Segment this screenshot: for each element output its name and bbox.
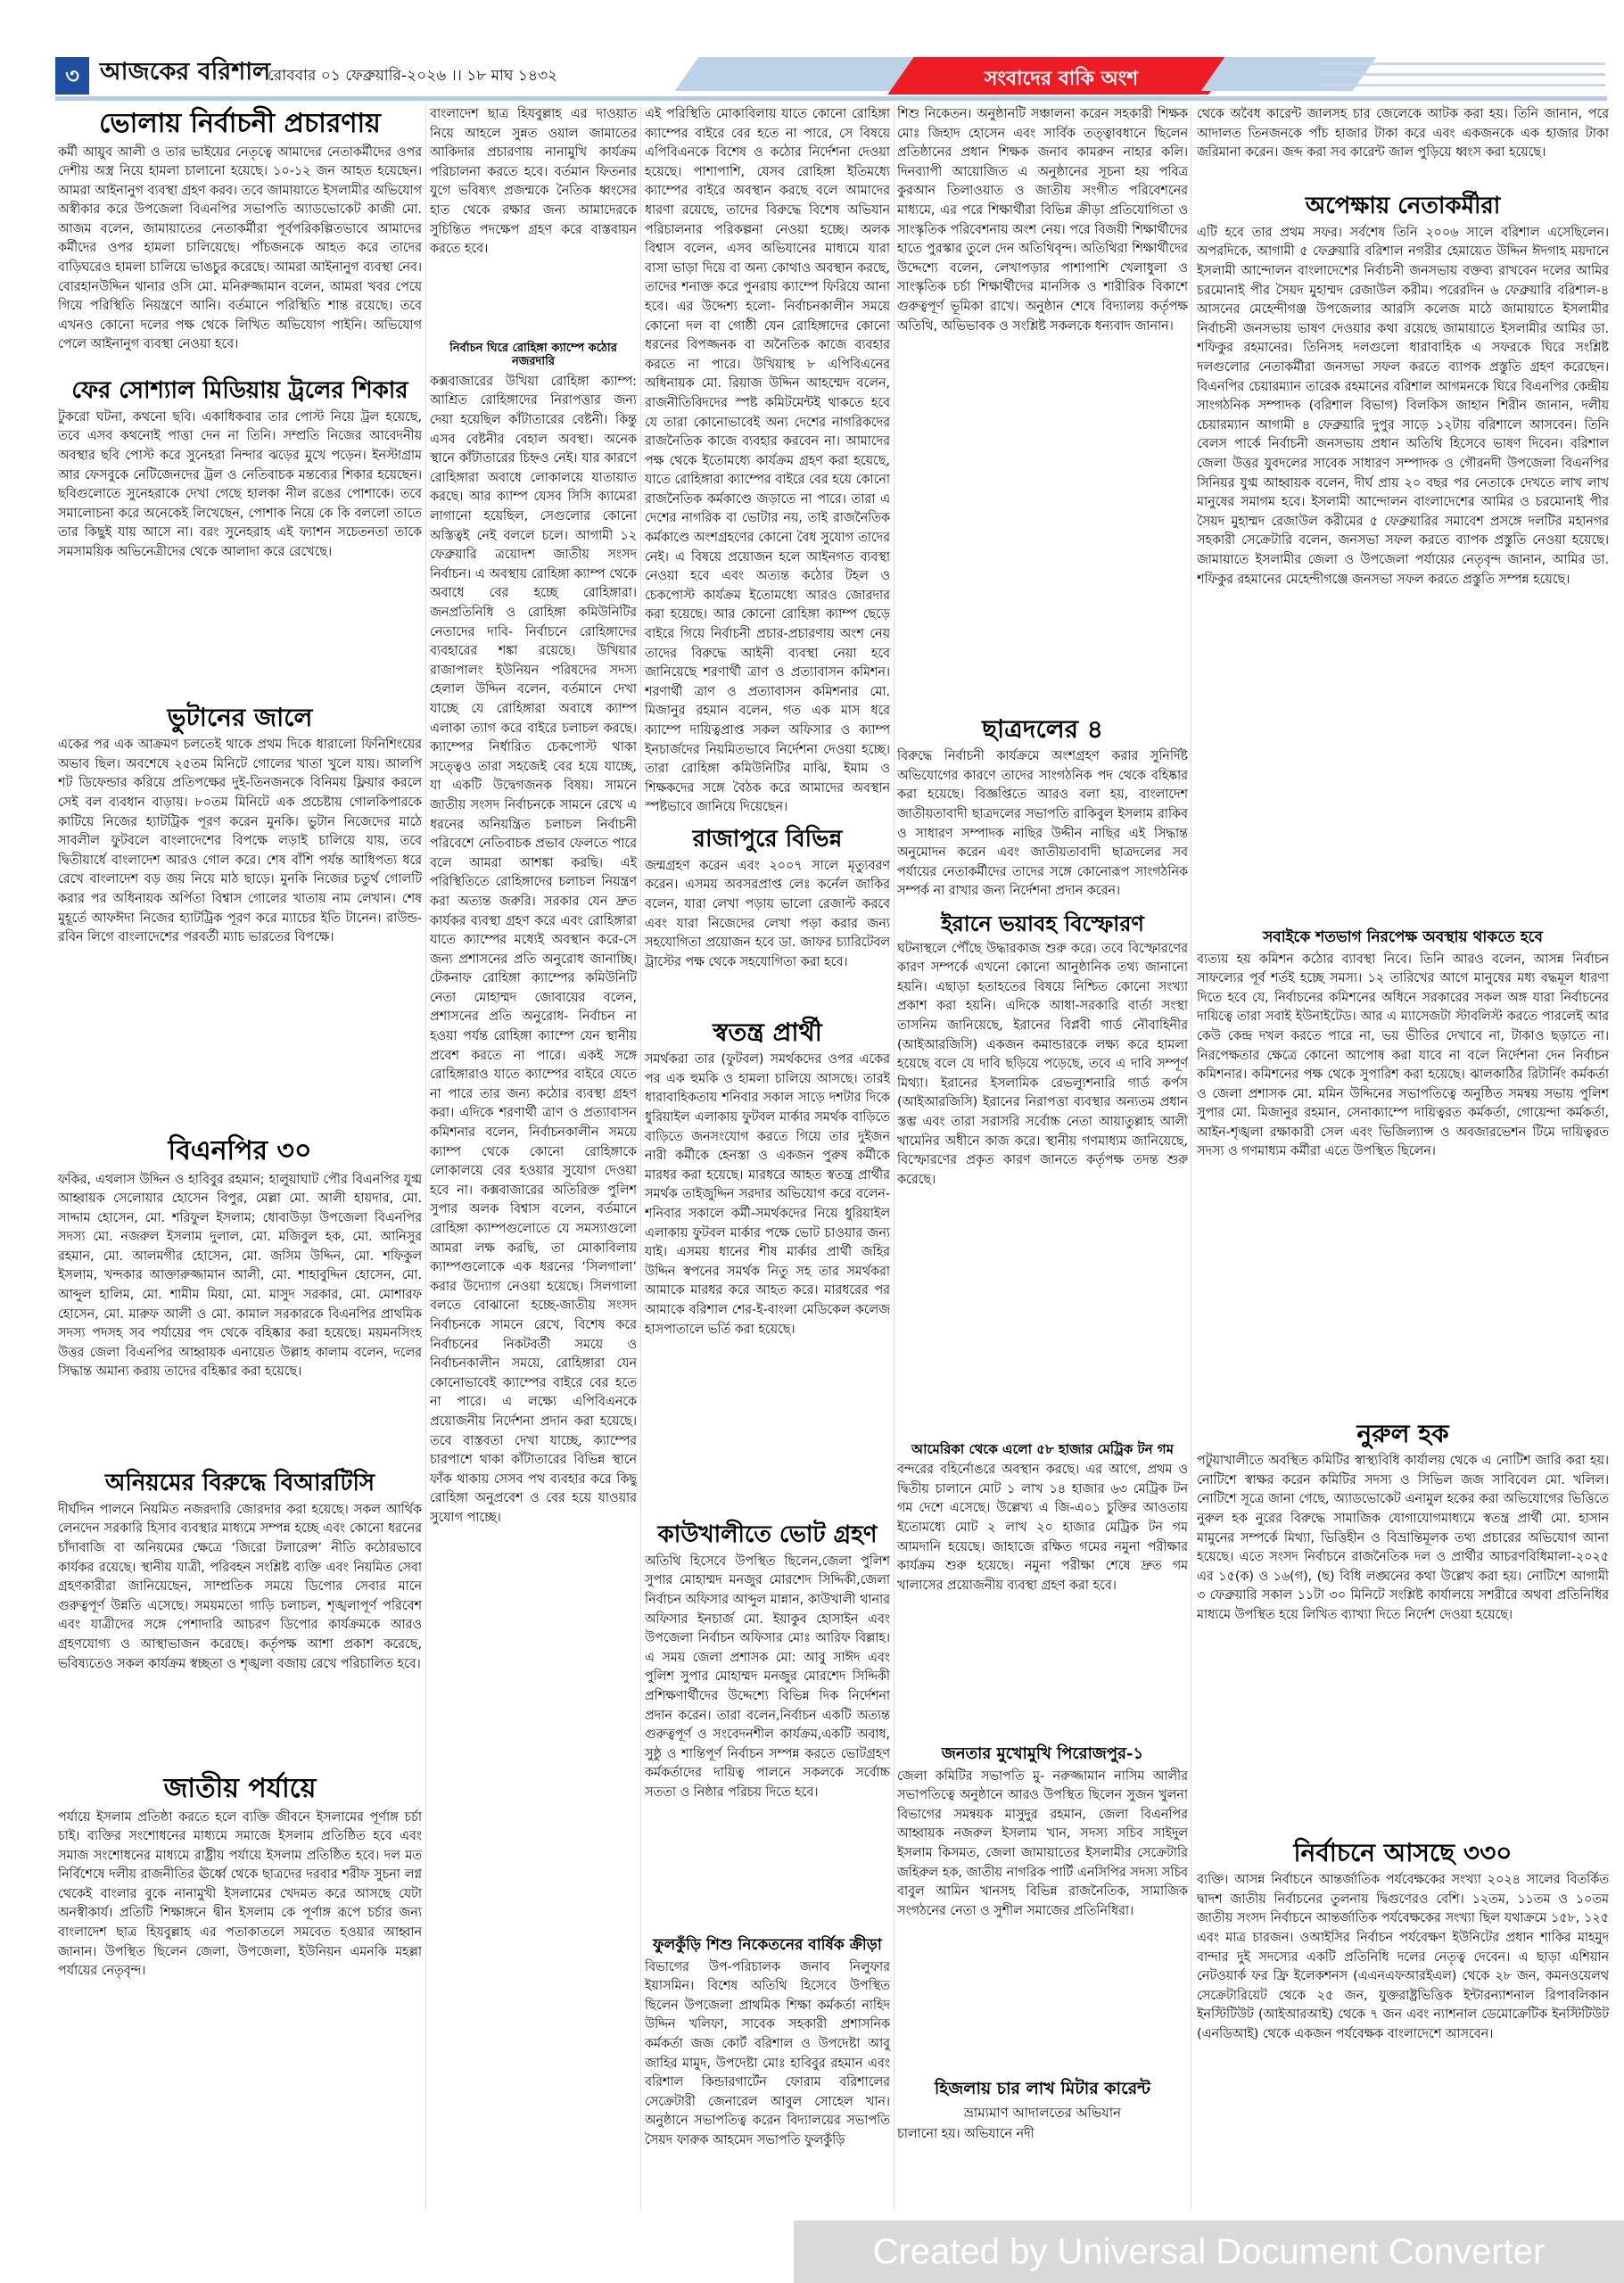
- article-col5top: [1197, 105, 1609, 190]
- article-independent: [645, 1015, 890, 1519]
- article-body: কর্মী আয়ুব আলী ও তার ভাইয়ের নেতৃত্বে আমাদের নেতাকর্মীদের ওপর দেশীয় অস্ত্র নিয়ে হামলা চালানো হয়েছে। ১০-১২ জন আহত হয়েছেন। আমরা আইনানুগ ব্যবস্থা গ্রহণ করব। তবে জামায়াতে ইসলামীর অভিযোগ অস্বীকার করে উপজেলা বিএনপির সভাপতি অ্যাডভোকেট কাজী মো. আজম বলেন, জামায়াতের নেতাকর্মীরা পূর্বপরিকল্পিতভাবে আমাদের কর্মীদের ওপর হামলা চালিয়েছে। পাঁচজনকে আহত করে তাদের বাড়িঘরেও হামলা চালিয়ে ভাঙচুর করেছে। আমরা আইনানুগ ব্যবস্থা নেব। বোরহানউদ্দিন থানার ওসি মো. মনিরুজ্জামান বলেন, আমরা খবর পেয়ে গিয়ে পরিস্থিতি নিয়ন্ত্রণে আনি। বর্তমানে পরিস্থিতি শান্ত রয়েছে। তবে এখনও কোনো দলের পক্ষ থেকে লিখিত অভিযোগ পাইনি। অভিযোগ পেলে আইনানুগ ব্যবস্থা নেওয়া হবে।: [58, 144, 422, 352]
- article-col3top: [645, 105, 890, 823]
- article-body: পর্যায়ে ইসলাম প্রতিষ্ঠা করতে হলে ব্যক্তি জীবনে ইসলামের পূর্ণাঙ্গ চর্চা চাই। ব্যক্তির সংশোধনের মাধ্যমে সমাজে ইসলাম প্রতিষ্ঠিত হবে এবং সমাজ সংশোধনের মাধ্যমে রাষ্ট্রীয় পর্যায়ে ইসলাম প্রতিষ্ঠিত হবে। দল মত নির্বিশেষে দলীয় রাজনীতির ঊর্ধ্বে থেকে ছাত্রদের দরবার শরীফ সুচনা লগ্ন থেকেই বাংলার বুকে নানামুখী ইসলামের খেদমত করে আসছে যেটা অনস্বীকার্য। প্রতিটি শিক্ষাঙ্গনে দ্বীন ইসলাম কে পূর্ণাঙ্গ রূপে চর্চার জন্য বাংলাদেশ ছাত্র হিযবুল্লাহ এর পতাকাতলে সমবেত হওয়ার আহ্বান জানান। উপস্থিত ছিলেন জেলা, উপজেলা, ইউনিয়ন এমনকি মহল্লা পর্যায়ের নেতৃবৃন্দ।: [58, 1809, 422, 1979]
- headline: ভুটানের জালে: [167, 703, 313, 732]
- headline: জাতীয় পর্যায়ে: [163, 1773, 317, 1804]
- article-rajapur: [645, 823, 890, 1015]
- article-body: একের পর এক আক্রমণ চলতেই থাকে প্রথম দিকে ধারালো ফিনিশিংয়ের অভাব ছিল। অবশেষে ২৫তম মিনিটে গোলের খাতা খুলে যায়। আলপি শট ডিফেন্ডার করিয়ে প্রতিপক্ষের দুই-তিনজনকে বিনিময় ফ্লিয়ার করলে সেই বল ব্যবধান বাড়ায়। ৮০তম মিনিটে এক প্রচেষ্টায় গোলকিপারকে কাটিয়ে নিজের হ্যাটট্রিক পূরণ করেন মুনকি। ভুটান নিজেদের মাঠে সাবলীল ফুটবলে বাংলাদেশের বিপক্ষে লড়াই চালিয়ে যায়, তবে দ্বিতীয়ার্ধে বাংলাদেশ আরও গোল করে। শেষ বাঁশি পর্যন্ত আধিপত্য ধরে রেখে বাংলাদেশ বড় জয় নিয়ে মাঠ ছাড়ে। মুনকি নিজের চতুর্থ গোলটি করার পর অধিনায়ক অর্পিতা বিশ্বাস গোলের খাতায় নাম লেখান। শেষ মুহূর্তে আফঈদা নিজের হ্যাটট্রিক পূরণ করে ম্যাচের ইতি টানেন। রাউন্ড-রবিন লিগে বাংলাদেশের পরবর্তী ম্যাচ ভারতের বিপক্ষে।: [58, 738, 422, 945]
- article-body: বিভাগের উপ-পরিচালক জনাব নিলুফার ইয়াসমিন। বিশেষ অতিথি হিসেবে উপস্থিত ছিলেন উপজেলা প্রাথমিক শিক্ষা কর্মকর্তা নাহিদ উদ্দিন খলিফা, সাবেক সহকারী প্রশাসনিক কর্মকর্তা জজ কোর্ট বরিশাল ও উপদেষ্টা আবু জাহির মামুদ, উপদেষ্টা মোঃ হাবিবুর রহমান এবং বরিশাল কিন্ডারগার্টেন ফোরাম বরিশালের সেক্রেটারী জেনারেল আবুল সোহেল খান। অনুষ্ঠানে সভাপতিত্ব করেন বিদ্যালয়ের সভাপতি সৈয়দ ফারুক আহমেদ সভাপতি ফুলকুঁড়ি: [645, 1959, 890, 2147]
- article-iran: [897, 908, 1188, 1438]
- article-waiting: [1197, 190, 1609, 926]
- article-body: ব্যত্যয় হয় কমিশন কঠোর ব্যাবস্থা নিবে। তিনি আরও বলেন, আসন্ন নির্বাচন সাফল্যের পূর্ব শর্তই হচ্ছে সমস্য। ১২ তারিখের আগে মানুষের মধ্য বদ্ধমূল ধারণা দিতে হবে যে, নির্বাচনের কমিশনের অধিনে সরকারের সকল অঙ্গ যারা নির্বাচনের দায়িত্বে তারা সবাই ইউনাইটেড। আর এ ম্যাসেজটা স্টাবলিস্ট করতে পারলেই আর কেউ কেন্দ্র দখল করতে পারে না, ভয় ভীতির দেখাবে না, টাকাও ছড়াতে না। নিরপেক্ষতার ক্ষেত্রে কোনো আপোষ করা যাবে না বলে নির্দেশনা দেন নির্বাচন কমিশনার। কমিশনের পক্ষ থেকে সুপারিশ করা হয়েছে। ঝালকাঠির রিটার্নিং কর্মকর্তা ও জেলা প্রশাসক মো. মমিন উদ্দিনের সভাপতিত্বে অনুষ্ঠিত সমন্বয় সভায় পুলিশ সুপার মো. মিজানুর রহমান, সেনাক্যাম্পে দায়িত্বরত কর্মকর্তা, গোয়েন্দা কর্মকর্তা, আইন-শৃঙ্খলা রক্ষাকারী সেল এবং ভিজিল্যান্স ও অবজারভেশন টিমে দায়িত্বরত সদস্য ও গণমাধ্যম কর্মীরা এতে উপস্থিত ছিলেন।: [1197, 952, 1609, 1159]
- article-body: ফকির, এথলাস উদ্দিন ও হাবিবুর রহমান; হালুয়াঘাট পৌর বিএনপির যুগ্ম আহ্বায়ক সেলোয়ার হোসেন বিপুর, মেল্লা মো. আলী হায়দার, মো. সাদ্দাম হোসেন, মো. শরিফুল ইসলাম; ধোবাউড়া উপজেলা বিএনপির সদস্য মো. নজরুল ইসলাম দুলাল, মো. মজিবুল হক, মো. আনিসুর রহমান, মো. আলমগীর হোসেন, মো. জসিম উদ্দিন, মো. শফিকুল ইসলাম, খন্দকার আক্তারুজ্জামান আলী, মো. শাহাবুদ্দিন হোসেন, মো. আব্দুল হালিম, মো. শামীম মিয়া, মো. মাসুদ সরকার, মো. মোশারফ হোসেন, মো. মারুফ আলী ও মো. কামাল সরকারকে বিএনপির প্রাথমিক সদস্য পদসহ সব পর্যায়ের পদ থেকে বহিষ্কার করা হয়েছে। ময়মনসিংহ উত্তর জেলা বিএনপির আহ্বায়ক এনায়েত উল্লাহ কালাম বলেন, দলের সিদ্ধান্ত অমান্য করায় তাদের বহিষ্কার করা হয়েছে।: [58, 1172, 422, 1380]
- subheadline: ভ্রাম্যমাণ আদালতের অভিযান: [963, 2104, 1122, 2121]
- article-body: এই পরিস্থিতি মোকাবিলায় যাতে কোনো রোহিঙ্গা ক্যাম্পের বাইরে বের হতে না পারে, সে বিষয়ে এপিবিএনকে বিশেষ ও কঠোর নির্দেশনা দেওয়া হয়েছে। পাশাপাশি, যেসব রোহিঙ্গা ইতিমধ্যে ক্যাম্পের বাইরে অবস্থান করছে বলে আমাদের ধারণা রয়েছে, তাদের বিরুদ্ধে বিশেষ অভিযান পরিচালনার পরিকল্পনা নেওয়া হচ্ছে। অলক বিশ্বাস বলেন, এসব অভিযানের মাধ্যমে যারা বাসা ভাড়া দিয়ে বা অন্য কোথাও অবস্থান করছে, তাদের শনাক্ত করে পুনরায় ক্যাম্পে ফিরিয়ে আনা হবে। এর উদ্দেশ্য হলো- নির্বাচনকালীন সময়ে কোনো দল বা গোষ্ঠী যেন রোহিঙ্গাদের কোনো ধরনের বিপজ্জনক বা অনৈতিক কাজে ব্যবহার করতে না পারে। উখিয়াস্থ ৮ এপিবিএনের অধিনায়ক মো. রিয়াজ উদ্দিন আহম্মেদ বলেন, রাজনীতিবিদদের স্পষ্ট কমিটমেন্টই থাকতে হবে যে তারা কোনোভাবেই অন্য দেশের নাগরিকদের রাজনৈতিক কাজে ব্যবহার করবেন না। আমাদের পক্ষ থেকে ইতোমধ্যে কার্যক্রম গ্রহণ করা হয়েছে, যাতে রোহিঙ্গারা ক্যাম্পের বাইরে বের হয়ে কোনো রাজনৈতিক কর্মকাণ্ডে জড়াতে না পারে। তারা এ দেশের নাগরিক বা ভোটার নয়, তাই রাজনৈতিক কর্মকাণ্ডে অংশগ্রহণের কোনো বৈধ সুযোগ তাদের নেই। এ বিষয়ে প্রয়োজন হলে আইনগত ব্যবস্থা নেওয়া হবে এবং অত্যন্ত কঠোর টহল ও চেকপোস্ট কার্যক্রম ইতোমধ্যে আরও জোরদার করা হয়েছে। আর কোনো রোহিঙ্গা ক্যাম্প ছেড়ে বাইরে গিয়ে নির্বাচনী প্রচার-প্রচারণায় অংশ নেয় তাদের বিরুদ্ধে আইনী ব্যবস্থা নেয়া হবে জানিয়েছে শরণার্থী ত্রাণ ও প্রত্যাবাসন কমিশন। শরণার্থী ত্রাণ ও প্রত্যাবাসন কমিশনার মো. মিজানুর রহমান বলেন, গত এক মাস ধরে ক্যাম্পে দায়িত্বপ্রাপ্ত সকল অফিসার ও ক্যাম্প ইনচার্জদের নিয়মিতভাবে নির্দেশনা দেওয়া হচ্ছে। তারা রোহিঙ্গা কমিউনিটির মাঝি, ইমাম ও শিক্ষকদের সঙ্গে বৈঠক করে আমাদের অবস্থান স্পষ্টভাবে জানিয়ে দিয়েছেন।: [645, 107, 890, 815]
- article-body: কক্সবাজারের উখিয়া রোহিঙ্গা ক্যাম্প: আশ্রিত রোহিঙ্গাদের নিরাপত্তার জন্য দেয়া হয়েছিল কাঁটাতারের বেষ্টনী। কিন্তু এসব বেষ্টনীর বেহাল অবস্থা। অনেক স্থানে কাঁটাতারের চিহ্নও নেই। যার কারণে রোহিঙ্গারা অবাধে লোকালয়ে যাতায়াত করছে। আর ক্যাম্প যেসব সিসি ক্যামেরা লাগানো হয়েছিল, সেগুলোর কোনো অস্তিত্বই নেই বললে চলে। আগামী ১২ ফেব্রুয়ারি ত্রয়োদশ জাতীয় সংসদ নির্বাচন। এ অবস্থায় রোহিঙ্গা ক্যাম্প থেকে অবাধে বের হচ্ছে রোহিঙ্গারা। জনপ্রতিনিধি ও রোহিঙ্গা কমিউনিটির নেতাদের দাবি- নির্বাচনে রোহিঙ্গাদের ব্যবহারের শঙ্কা রয়েছে। উখিয়ার রাজাপালং ইউনিয়ন পরিষদের সদস্য হেলাল উদ্দিন বলেন, বর্তমানে দেখা যাচ্ছে যে রোহিঙ্গারা অবাধে ক্যাম্প এলাকা ত্যাগ করে বাইরে চলাচল করছে। ক্যাম্পের নির্ধারিত চেকপোস্ট থাকা সত্ত্বেও তারা সহজেই বের হয়ে যাচ্ছে, যা একটি উদ্বেগজনক বিষয়। সামনে জাতীয় সংসদ নির্বাচনকে সামনে রেখে এ ধরনের অনিয়ন্ত্রিত চলাচল নির্বাচনী পরিবেশে নেতিবাচক প্রভাব ফেলতে পারে বলে আমরা আশঙ্কা করছি। এই পরিস্থিতিতে রোহিঙ্গাদের চলাচল নিয়ন্ত্রণ করা অত্যন্ত জরুরি। সরকার যেন দ্রুত কার্যকর ব্যবস্থা গ্রহণ করে এবং রোহিঙ্গারা যাতে ক্যাম্পের মধ্যেই অবস্থান করে-সে জন্য প্রশাসনের প্রতি অনুরোধ জানাচ্ছি। টেকনাফ রোহিঙ্গা ক্যাম্পের কমিউনিটি নেতা মোহাম্মদ জোবায়ের বলেন, প্রশাসনের প্রতি অনুরোধ- নির্বাচন না হওয়া পর্যন্ত রোহিঙ্গা ক্যাম্পে যেন স্থানীয় প্রবেশ করতে না পারে। একই সঙ্গে রোহিঙ্গারাও যাতে ক্যাম্পের বাইরে যেতে না পারে তার জন্য কঠোর ব্যবস্থা গ্রহণ করা। এদিকে শরণার্থী ত্রাণ ও প্রত্যাবাসন কমিশনার বলেন, নির্বাচনকালীন সময়ে ক্যাম্প থেকে কোনো রোহিঙ্গাকে লোকালয়ে বের হওয়ার সুযোগ দেওয়া হবে না। কক্সবাজারের অতিরিক্ত পুলিশ সুপার অলক বিশ্বাস বলেন, বর্তমানে রোহিঙ্গা ক্যাম্পগুলোতে যে সমস্যাগুলো আমরা লক্ষ করছি, তা মোকাবিলায় ক্যাম্পগুলোকে এক ধরনের ‘সিলগালা’ করার উদ্যোগ নেওয়া হয়েছে। সিলগালা বলতে বোঝানো হচ্ছে-জাতীয় সংসদ নির্বাচনকে সামনে রেখে, বিশেষ করে নির্বাচনের নিকটবর্তী সময়ে ও নির্বাচনকালীন সময়ে, রোহিঙ্গারা যেন কোনোভাবেই ক্যাম্পের বাইরে বের হতে না পারে। এ লক্ষ্যে এপিবিএনকে প্রয়োজনীয় নির্দেশনা প্রদান করা হয়েছে। তবে বাস্তবতা দেখা যাচ্ছে, ক্যাম্পের চারপাশে থাকা কাঁটাতারের বিভিন্ন স্থানে ফাঁক থাকায় সেসব পথ ব্যবহার করে কিছু রোহিঙ্গা অনুপ্রবেশ ও বের হয়ে যাওয়ার সুযোগ পাচ্ছে।: [430, 374, 637, 1525]
- headline: হিজলায় চার লাখ মিটার কারেন্ট: [934, 2079, 1151, 2098]
- headline: ছাত্রদলের ৪: [982, 714, 1103, 744]
- article-body: থেকে অবৈধ কারেন্ট জালসহ চার জেলেকে আটক করা হয়। তিনি জানান, পরে আদালত তিনজনকে পাঁচ হাজার টাকা করে এবং একজনকে এক হাজার টাকা জরিমানা করেন। জব্দ করা সব কারেন্ট জাল পুড়িয়ে ধ্বংস করা হয়েছে।: [1197, 107, 1609, 161]
- decorative-stripe: [675, 57, 931, 91]
- article-bhola: [58, 105, 422, 373]
- article-pirojpur: [897, 1742, 1188, 2076]
- article-nurul: [1197, 1416, 1609, 1835]
- article-body: বিরুদ্ধে নির্বাচনী কার্যক্রমে অংশগ্রহণ করার সুনির্দিষ্ট অভিযোগের কারণে তাদের সাংগঠনিক পদ থেকে বহিষ্কার করা হয়েছে। বিজ্ঞপ্তিতে আরও বলা হয়, বাংলাদেশ জাতীয়তাবাদী ছাত্রদলের সভাপতি রাকিবুল ইসলাম রাকিব ও সাধারণ সম্পাদক নাছির উদ্দীন নাছির এই সিদ্ধান্ত অনুমোদন করেন এবং জাতীয়তাবাদী ছাত্রদলের সব পর্যায়ের নেতাকর্মীদের তাদের সঙ্গে কোনোরূপ সাংগঠনিক সম্পর্ক না রাখার জন্য নির্দেশনা প্রদান করেন।: [897, 749, 1188, 899]
- headline: রাজাপুরে বিভিন্ন: [692, 826, 843, 853]
- article-body: শিশু নিকেতন। অনুষ্ঠানটি সঞ্চালনা করেন সহকারী শিক্ষক মোঃ জিহাদ হোসেন এবং সার্বিক তত্ত্বাবধানে ছিলেন প্রতিষ্ঠানের প্রধান শিক্ষক জনাব কামরুন নাহার কলি। দিনব্যাপী আয়োজিত এ অনুষ্ঠানের সূচনা হয় পবিত্র কুরআন তিলাওয়াত ও জাতীয় সংগীত পরিবেশনের মাধ্যমে, এর পরে শিক্ষার্থীরা বিভিন্ন ক্রীড়া প্রতিযোগিতা ও সাংস্কৃতিক পরিবেশনায় অংশ নেয়। পরে বিজয়ী শিক্ষার্থীদের হাতে পুরস্কার তুলে দেন অতিথিবৃন্দ। অতিথিরা শিক্ষার্থীদের উদ্দেশ্যে বলেন, লেখাপড়ার পাশাপাশি খেলাধুলা ও সাংস্কৃতিক চর্চা শিক্ষার্থীদের মানসিক ও শারীরিক বিকাশে গুরুত্বপূর্ণ ভূমিকা রাখে। অনুষ্ঠান শেষে বিদ্যালয় কর্তৃপক্ষ অতিথি, অভিভাবক ও সংশ্লিষ্ট সকলকে ধন্যবাদ জানান।: [897, 107, 1188, 334]
- headline: জনতার মুখোমুখি পিরোজপুর-১: [941, 1744, 1144, 1763]
- article-body: জেলা কমিটির সভাপতি মু- নরুজ্জামান নাসিম আলীর সভাপতিত্বে অনুষ্ঠানে আরও উপস্থিত ছিলেন সুজন খুলনা বিভাগের সমন্বয়ক মাসুদুর রহমান, জেলা বিএনপির আহ্বায়ক নজরুল ইসলাম খান, সদস্য সচিব সাইদুল ইসলাম কিসমত, জেলা জামায়াতের ইসলামীর সেক্রেটারি জহিরুল হক, জাতীয় নাগরিক পার্টি এনসিপির সদস্য সচিব বাবুল আমিন খানসহ বিভিন্ন রাজনৈতিক, সামাজিক সংগঠনের নেতা ও সুশীল সমাজের প্রতিনিধিরা।: [897, 1768, 1188, 1918]
- header-rule: [55, 96, 1607, 101]
- headline: নির্বাচনে আসছে ৩৩০: [1293, 1838, 1513, 1867]
- article-col4top: [897, 105, 1188, 712]
- column-divider: [425, 105, 426, 2210]
- article-rohingya: [430, 339, 637, 2212]
- paper-name: আজকের বরিশাল: [100, 58, 271, 86]
- headline: আমেরিকা থেকে এলো ৫৮ হাজার মেট্রিক টন গম: [911, 1441, 1174, 1457]
- article-hizla: [897, 2076, 1188, 2212]
- article-body: দীর্ঘদিন পালনে নিয়মিত নজরদারি জোরদার করা হয়েছে। সকল আর্থিক লেনদেন সরকারি হিসাব ব্যবস্থার মাধ্যমে সম্পন্ন হচ্ছে এবং কোনো ধরনের চাঁদাবাজি বা অনিয়মের ক্ষেত্রে ‘জিরো টলারেন্স’ নীতি কঠোরভাবে কার্যকর রয়েছে। স্থানীয় যাত্রী, পরিবহন সংশ্লিষ্ট ব্যক্তি এবং নিয়মিত সেবা গ্রহণকারীরা জানিয়েছেন, সাম্প্রতিক সময়ে ডিপোর সেবার মানে গুরুত্বপূর্ণ উন্নতি এসেছে। সময়মতো গাড়ি চলাচল, শৃঙ্খলাপূর্ণ পরিবেশ এবং যাত্রীদের সঙ্গে পেশাদারি আচরণ ডিপোর কার্যক্রমকে আরও গ্রহণযোগ্য ও আস্থাভাজন করেছে। কর্তৃপক্ষ আশা প্রকাশ করেছে, ভবিষ্যতেও সকল কার্যক্রম স্বচ্ছতা ও শৃঙ্খলা বজায় রেখে পরিচালিত হবে।: [58, 1502, 422, 1671]
- article-body: এটি হবে তার প্রথম সফর। সর্বশেষ তিনি ২০০৬ সালে বরিশাল এসেছিলেন। অপরদিকে, আগামী ৫ ফেব্রুয়ারি বরিশাল নগরীর হেমায়েত উদ্দিন ঈদগাহ ময়দানে ইসলামী আন্দোলন বাংলাদেশের নির্বাচনী জনসভায় বক্তব্য রাখবেন দলের আমির চরমোনাই পীর সৈয়দ মুহাম্মদ রেজাউল করীম। পরেরদিন ৬ ফেব্রুয়ারি বরিশাল-৪ আসনের মেহেন্দীগঞ্জ উপজেলার আরসি কলেজ মাঠে জামায়াতে ইসলামীর নির্বাচনী জনসভায় ভাষণ দেওয়ার কথা রয়েছে জামায়াতে ইসলামীর আমির ডা. শফিকুর রহমানের। তিনিসহ দলগুলো ধারাবাহিক এ সফরকে ঘিরে সংশ্লিষ্ট দলগুলোর নেতাকর্মীরা জনসভা সফল করতে ব্যাপক প্রস্তুতি গ্রহণ করেছেন। বিএনপির চেয়ারম্যান তারেক রহমানের বরিশাল আগমনকে ঘিরে বিএনপির কেন্দ্রীয় সাংগঠনিক সম্পাদক (বরিশাল বিভাগ) বিলকিস জাহান শিরীন জানান, দলীয় চেয়ারম্যান আগামী ৪ ফেব্রুয়ারি দুপুর সাড়ে ১২টায় বরিশালে আসবেন। তিনি বেলস পার্কে নির্বাচনী জনসভায় প্রধান অতিথি হিসেবে ভাষণ দিবেন। বরিশাল জেলা উত্তর যুবদলের সাবেক সাধারণ সম্পাদক ও গৌরনদী উপজেলা বিএনপির সিনিয়র যুগ্ম আহ্বায়ক বলেন, দীর্ঘ প্রায় ২০ বছর পর নেতাকে দেখতে লাখ লাখ মানুষের সমাগম হবে। ইসলামী আন্দোলন বাংলাদেশের আমির ও চরমোনাই পীর সৈয়দ মুহাম্মদ রেজাউল করীমের ৫ ফেব্রুয়ারির সমাবেশ প্রসঙ্গে দলটির মহানগর সহকারী সেক্রেটারি বলেন, জনসভা সফল করতে ব্যাপক প্রস্তুতি নেওয়া হয়েছে। জামায়াতে ইসলামীর জেলা ও উপজেলা পর্যায়ের নেতৃবৃন্দ জানান, আমির ডা. শফিকুর রহমানের মেহেন্দীগঞ্জে জনসভা সফল করতে প্রস্তুতি সম্পন্ন হয়েছে।: [1197, 225, 1609, 587]
- headline: স্বতন্ত্র প্রার্থী: [713, 1018, 822, 1047]
- headline: ভোলায় নির্বাচনী প্রচারণায়: [99, 108, 381, 139]
- article-body: ঘটনাস্থলে পৌঁছে উদ্ধারকাজ শুরু করে। তবে বিস্ফোরণের কারণ সম্পর্কে এখনো কোনো আনুষ্ঠানিক তথ্য জানানো হয়নি। এছাড়া হতাহতের বিষয়ে নিশ্চিত কোনো সংখ্যা প্রকাশ করা হয়নি। এদিকে আধা-সরকারি বার্তা সংস্থা তাসনিম জানিয়েছে, ইরানের বিপ্লবী গার্ড নৌবাহিনীর (আইআরজিসি) একজন কমান্ডারকে লক্ষ্য করে হামলা হয়েছে বলে যে দাবি ছড়িয়ে পড়েছে, তবে এ দাবি সম্পূর্ণ মিথ্যা। ইরানের ইসলামিক রেভল্যুশনারি গার্ড কর্পস (আইআরজিসি) ইরানের নিরাপত্তা ব্যবস্থার অন্যতম প্রধান স্তম্ভ এবং তারা সরাসরি সর্বোচ্চ নেতা আয়াতুল্লাহ আলী খামেনির অধীনে কাজ করে। স্থানীয় গণমাধ্যম জানিয়েছে, বিস্ফোরণের প্রকৃত কারণ জানতে কর্তৃপক্ষ তদন্ত শুরু করেছে।: [897, 941, 1188, 1187]
- article-wheat: [897, 1438, 1188, 1742]
- headline: ফুলকুঁড়ি শিশু নিকেতনের বার্ষিক ক্রীড়া: [653, 1936, 882, 1954]
- headline: নুরুল হক: [1356, 1419, 1449, 1448]
- article-bhutan: [58, 700, 422, 1133]
- column-divider: [640, 105, 641, 2210]
- article-body: বাংলাদেশ ছাত্র হিযবুল্লাহ এর দাওয়াত নিয়ে আহলে সুন্নত ওয়াল জামাতের আকিদার প্রচারণায় নানামুখি কার্যক্রম পরিচালনা করতে হবে। বর্তমান ফিতনার যুগে ভবিষ্যৎ প্রজন্মকে নৈতিক ধ্বংসের হাত থেকে রক্ষার জন্য আমাদেরকে সুচিন্তিত পদক্ষেপ গ্রহণ করে বাস্তবায়ন করতে হবে।: [430, 107, 637, 257]
- page-header: [0, 0, 1624, 103]
- article-chhatradal: [897, 712, 1188, 908]
- article-body: জন্মগ্রহণ করেন এবং ২০০৭ সালে মৃত্যুবরণ করেন। এসময় অবসরপ্রাপ্ত লেঃ কর্নেল জাকির বলেন, যারা লেখা পড়ায় ভালো রেজাল্ট করবে এবং যারা নিজেদের লেখা পড়া করার জন্য সহযোগিতা প্রয়োজন হবে ডা. জাফর চ্যারিটেবল ট্রাস্টের পক্ষ থেকে সহযোগিতা করা হবে।: [645, 858, 890, 969]
- article-body: অতিথি হিসেবে উপস্থিত ছিলেন,জেলা পুলিশ সুপার মোহাম্মদ মনজুর মোরশেদ সিদ্দিকী,জেলা নির্বাচন অফিসার আব্দুল মান্নান, কাউখালী থানার অফিসার ইনচার্জ মো. ইয়াকুব হোসাইন এবং উপজেলা নির্বাচন অফিসার মোঃ আরিফ বিল্লাহ। এ সময় জেলা প্রশাসক মো: আবু সাঈদ এবং পুলিশ সুপার মোহাম্মদ মনজুর মোরশেদ সিদ্দিকী প্রশিক্ষণার্থীদের উদ্দেশ্যে বিভিন্ন দিক নির্দেশনা প্রদান করেন। তারা বলেন,নির্বাচন একটি অত্যন্ত গুরুত্বপূর্ণ ও সংবেদনশীল কার্যক্রম,একটি অবাধ, সুষ্ঠু ও শান্তিপূর্ণ নির্বাচন সম্পন্ন করতে ভোটগ্রহণ কর্মকর্তাদের দায়িত্ব পালনে সকলকে সর্বোচ্চ সততা ও নিষ্ঠার পরিচয় দিতে হবে।: [645, 1554, 890, 1801]
- article-brtc: [58, 1467, 422, 1770]
- headline: অনিয়মের বিরুদ্ধে বিআরটিসি: [104, 1470, 375, 1496]
- decorative-line: [1320, 84, 1605, 87]
- decorative-line: [1320, 73, 1605, 76]
- decorative-line: [1320, 62, 1605, 65]
- article-body: ব্যক্তি। আসন্ন নির্বাচনে আন্তর্জাতিক পর্যবেক্ষকের সংখ্যা ২০২৪ সালের বিতর্কিত দ্বাদশ জাতীয় নির্বাচনের তুলনায় দ্বিগুণেরও বেশি। ১২তম, ১১তম ও ১০তম জাতীয় সংসদ নির্বাচনে আন্তর্জাতিক পর্যবেক্ষকের সংখ্যা ছিল যথাক্রমে ১৫৮, ১২৫ এবং মাত্র চারজন। ওআইসির নির্বাচন পর্যবেক্ষণ ইউনিটের প্রধান শাকির মাহমুদ বান্দার দুই সদস্যের একটি প্রতিনিধি দলের নেতৃত্ব দেবেন। এ ছাড়া এশিয়ান নেটওয়ার্ক ফর ফ্রি ইলেকশনস (এএনএফআরইএল) থেকে ২৮ জন, কমনওয়েলথ সেক্রেটারিয়েট থেকে ২৫ জন, যুক্তরাষ্ট্রভিত্তিক ইন্টারন্যাশনাল রিপাবলিকান ইনস্টিটিউট (আইআরআই) থেকে ৭ জন এবং ন্যাশনাল ডেমোক্রেটিক ইনস্টিটিউট (এনডিআই) থেকে একজন পর্যবেক্ষক বাংলাদেশে আসবেন।: [1197, 1873, 1609, 2041]
- headline: নির্বাচন ঘিরে রোহিঙ্গা ক্যাম্পে কঠোর নজরদারি: [449, 342, 617, 368]
- section-title: সংবাদের বাকি অংশ: [984, 68, 1139, 90]
- headline: ইরানে ভয়াবহ বিস্ফোরণ: [941, 911, 1144, 936]
- headline: সবাইকে শতভাগ নিরপেক্ষ অবস্থায় থাকতে হবে: [1263, 928, 1543, 946]
- article-body: সমর্থকরা তার (ফুটবল) সমর্থকদের ওপর একের পর এক হুমকি ও হামলা চালিয়ে আসছে। তারই ধারাবাহিকতায় শনিবার সকাল সাড়ে দশটার দিকে ধুরিয়াইল এলাকায় ফুটবল মার্কার সমর্থক বাড়িতে বাড়িতে জনসংযোগ করতে গিয়ে তার দুইজন নারী কর্মীকে হেনস্তা ও একজন পুরুষ কর্মীকে মারধর করা হয়েছে। মারধরে আহত স্বতন্ত্র প্রার্থীর সমর্থক তাইজুদ্দিন সরদার অভিযোগ করে বলেন- শনিবার সকালে কর্মী-সমর্থকদের নিয়ে ধুরিয়াইল এলাকায় ফুটবল মার্কার পক্ষে ভোট চাওয়ার জন্য যাই। এসময় ধানের শীষ মার্কার প্রার্থী জহির উদ্দিন স্বপনের সমর্থক নিতু সহ তার সমর্থকরা আমাকে মারধর করে আহত করে। মারধরের পর আমাকে বরিশাল শের-ই-বাংলা মেডিকেল কলেজ হাসপাতালে ভর্তি করা হয়েছে।: [645, 1052, 890, 1337]
- article-body: পটুয়াখালীতে অবস্থিত কমিটির স্বাস্থ্যবিধি কার্যালয় থেকে এ নোটিশ জারি করা হয়। নোটিশে স্বাক্ষর করেন কমিটির সদস্য ও সিভিল জজ সাবিবেল মো. খলিল। নোটিশে সূত্রে জানা গেছে, অ্যাডভোকেট এনামুল হকের করা অভিযোগের ভিত্তিতে নুরুল হক নুরের বিরুদ্ধে সামাজিক যোগাযোগমাধ্যমে স্বতন্ত্র প্রার্থী মো. হাসান মামুনের সম্পর্কে মিথ্যা, ভিত্তিহীন ও বিভ্রান্তিমূলক তথ্য প্রচারের অভিযোগ আনা হয়েছে। এতে সংসদ নির্বাচনে রাজনৈতিক দল ও প্রার্থীর আচরণবিধিমালা-২০২৫ এর ১৫(ক) ও ১৬(গ), (ছ) বিধি লঙ্ঘনের কথা উল্লেখ করা হয়। নোটিশে আগামী ৩ ফেব্রুয়ারি সকাল ১১টা ৩০ মিনিটে সংশ্লিষ্ট কার্যালয়ে সশরীরে অথবা প্রতিনিধির মাধ্যমে উপস্থিত হয়ে লিখিত ব্যাখ্যা দিতে নির্দেশ দেওয়া হয়েছে।: [1197, 1454, 1609, 1622]
- issue-date: রোববার ০১ ফেব্রুয়ারি-২০২৬ ।। ১৮ মাঘ ১৪৩২: [268, 67, 558, 85]
- headline: কাউখালীতে ভোট গ্রহণ: [657, 1521, 878, 1548]
- headline: ফের সোশ্যাল মিডিয়ায় ট্রলের শিকার: [71, 377, 408, 404]
- watermark: Created by Universal Document Converter: [794, 2221, 1624, 2283]
- article-troll: [58, 375, 422, 700]
- article-kawkhali: [645, 1519, 890, 1933]
- article-body: টুকরো ঘটনা, কথনো ছবি। একাধিকবার তার পোস্ট নিয়ে ট্রল হয়েছে, তবে এসব কথনোই পাত্তা দেন না তিনি। সম্প্রতি নিজের আবেদনীয় অবস্থার ছবি পোস্ট করে সুনেহরা নিন্দার ঝড়ের মুখে পড়েন। ইনস্টাগ্রাম আর ফেসবুকে নেটিজেনদের ট্রল ও নেতিবাচক মন্তব্যের শিকার হয়েছেন। ছবিগুলোতে সুনেহরাকে দেখা গেছে হালকা নীল রঙের পোশাকে। তবে সমালোচনা করে অনেকেই লিখেছেন, পোশাক নিয়ে কে কি বললো তাতে তার কিছুই যায় আসে না। বরং সুনেহরাহ এই ফ্যাশন সচেতনতা তাকে সমসাময়িক অভিনেত্রীদের থেকে আলাদা করে রেখেছে।: [58, 409, 422, 560]
- page-number: ৩: [55, 57, 89, 95]
- article-body: চালানো হয়। অভিযানে নদী: [897, 2126, 1035, 2141]
- article-col2top: [430, 105, 637, 337]
- headline: বিএনপির ৩০: [168, 1135, 312, 1166]
- headline: অপেক্ষায় নেতাকর্মীরা: [1305, 193, 1501, 219]
- article-observers: [1197, 1835, 1609, 2139]
- article-national: [58, 1770, 422, 2212]
- article-body: বন্দরের বহির্নোঙরে অবস্থান করছে। এর আগে, প্রথম ও দ্বিতীয় চালানে মোট ১ লাখ ১৪ হাজার ৬৩ মেট্রিক টন গম দেশে এসেছে। উল্লেখ্য এ জি-এ০১ চুক্তির আওতায় ইতোমধ্যে মোট ২ লাখ ২০ হাজার মেট্রিক টন গম আমদানি হয়েছে। জাহাজে রক্ষিত গমের নমুনা পরীক্ষার কার্যক্রম শুরু হয়েছে। নমুনা পরীক্ষা শেষে দ্রুত গম খালাসের প্রয়োজনীয় ব্যবস্থা গ্রহণ করা হবে।: [897, 1463, 1188, 1593]
- article-fulkuri: [645, 1933, 890, 2212]
- article-neutral: [1197, 926, 1609, 1416]
- article-bnp30: [58, 1133, 422, 1467]
